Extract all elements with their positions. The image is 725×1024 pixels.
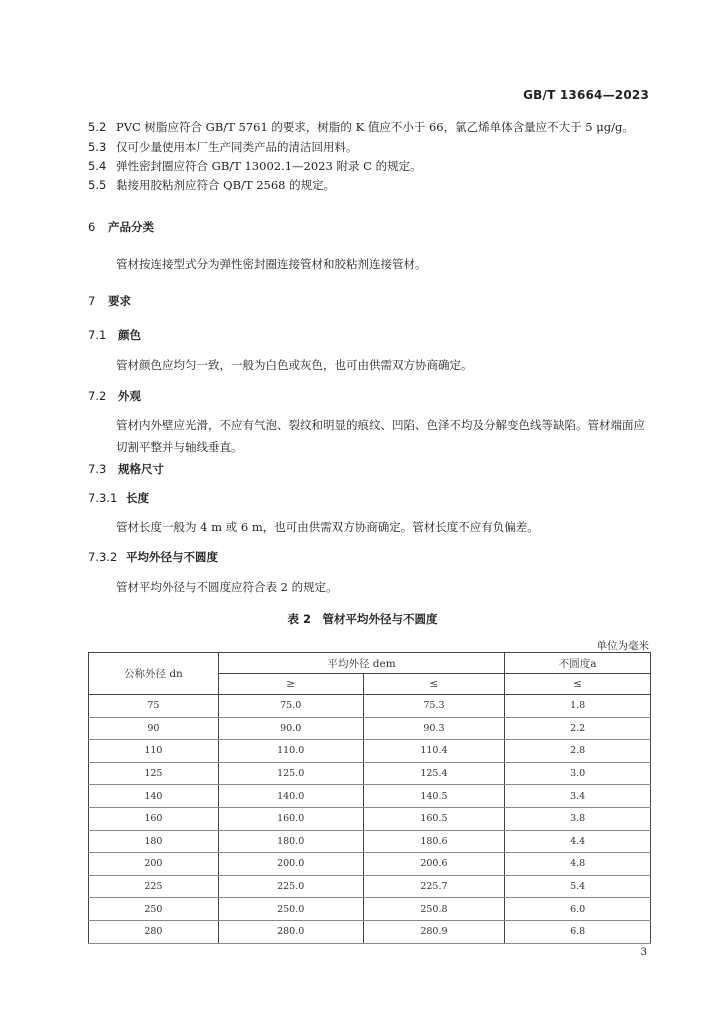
clause-number: 5.4 xyxy=(88,159,107,173)
section-7-3-2-heading xyxy=(88,549,218,565)
section-7-3-heading xyxy=(88,461,164,477)
table-cell: 4.8 xyxy=(505,853,651,876)
clause-number: 5.5 xyxy=(88,178,107,192)
table-cell: 250 xyxy=(89,898,219,921)
header-nominal-od: 公称外径 dn xyxy=(89,653,219,695)
clause-number: 5.2 xyxy=(88,120,107,134)
header-mean-od: 平均外径 dem xyxy=(218,653,505,674)
section-7-heading xyxy=(88,293,131,309)
section-number: 7.1 xyxy=(88,328,107,342)
section-number: 7.2 xyxy=(88,389,107,403)
table-cell: 2.2 xyxy=(505,717,651,740)
clause-number: 5.3 xyxy=(88,140,107,154)
table-row xyxy=(89,762,651,785)
section-number: 7 xyxy=(88,294,96,308)
table-row xyxy=(89,807,651,830)
table-cell: 280 xyxy=(89,920,219,943)
table-row xyxy=(89,785,651,808)
table-row xyxy=(89,853,651,876)
table-cell: 140 xyxy=(89,785,219,808)
clause-text: 黏接用胶粘剂应符合 QB/T 2568 的规定。 xyxy=(116,178,336,192)
clause-5-5 xyxy=(88,177,335,193)
section-7-2-text xyxy=(88,414,651,458)
table-cell: 280.9 xyxy=(363,920,505,943)
header-max: ≤ xyxy=(363,674,505,695)
table-cell: 140.5 xyxy=(363,785,505,808)
table-cell: 125.4 xyxy=(363,762,505,785)
table-row xyxy=(89,898,651,921)
table-row xyxy=(89,717,651,740)
table-cell: 110.0 xyxy=(218,740,363,763)
section-7-1-heading xyxy=(88,327,141,343)
table-row xyxy=(89,695,651,718)
table-body xyxy=(89,695,651,944)
table-cell: 110 xyxy=(89,740,219,763)
table-cell: 75.0 xyxy=(218,695,363,718)
clause-text: 仅可少量使用本厂生产同类产品的清洁回用料。 xyxy=(116,140,358,154)
table-cell: 160.0 xyxy=(218,807,363,830)
table-cell: 225.7 xyxy=(363,875,505,898)
table-row xyxy=(89,830,651,853)
table-cell: 200.6 xyxy=(363,853,505,876)
section-title: 要求 xyxy=(108,294,131,308)
table-cell: 90 xyxy=(89,717,219,740)
table-row xyxy=(89,875,651,898)
table-cell: 160 xyxy=(89,807,219,830)
section-7-3-1-text: 管材长度一般为 4 m 或 6 m，也可由供需双方协商确定。管材长度不应有负偏差。 xyxy=(116,520,539,534)
page-number: 3 xyxy=(640,946,647,958)
clause-text: 弹性密封圈应符合 GB/T 13002.1—2023 附录 C 的规定。 xyxy=(116,159,422,173)
section-6-text: 管材按连接型式分为弹性密封圈连接管材和胶粘剂连接管材。 xyxy=(116,257,427,271)
table-cell: 2.8 xyxy=(505,740,651,763)
table-cell: 75.3 xyxy=(363,695,505,718)
table-cell: 6.8 xyxy=(505,920,651,943)
table-cell: 200 xyxy=(89,853,219,876)
table-cell: 180 xyxy=(89,830,219,853)
section-7-2-heading xyxy=(88,388,141,404)
header-ovality: 不圆度a xyxy=(505,653,651,674)
table-cell: 110.4 xyxy=(363,740,505,763)
table-cell: 5.4 xyxy=(505,875,651,898)
header-ovality-max: ≤ xyxy=(505,674,651,695)
section-7-3-1-heading xyxy=(88,490,149,506)
header-min: ≥ xyxy=(218,674,363,695)
section-number: 7.3.1 xyxy=(88,491,118,505)
section-title: 颜色 xyxy=(118,328,141,342)
table-row xyxy=(89,740,651,763)
table-cell: 225 xyxy=(89,875,219,898)
table-cell: 1.8 xyxy=(505,695,651,718)
table-cell: 90.3 xyxy=(363,717,505,740)
table-cell: 3.4 xyxy=(505,785,651,808)
standard-code: GB/T 13664—2023 xyxy=(523,88,649,102)
table-cell: 160.5 xyxy=(363,807,505,830)
section-7-2-text-content: 管材内外壁应光滑，不应有气泡、裂纹和明显的痕纹、凹陷、色泽不均及分解变色线等缺陷。管材端面应切割平整并与轴线垂直。 xyxy=(116,418,645,454)
table-cell: 6.0 xyxy=(505,898,651,921)
table-row xyxy=(89,920,651,943)
clause-5-2 xyxy=(88,119,634,135)
table-cell: 180.0 xyxy=(218,830,363,853)
table-cell: 250.0 xyxy=(218,898,363,921)
section-title: 产品分类 xyxy=(108,220,154,234)
section-7-3-2-text: 管材平均外径与不圆度应符合表 2 的规定。 xyxy=(116,580,338,594)
table-unit: 单位为毫米 xyxy=(596,640,649,652)
table-cell: 250.8 xyxy=(363,898,505,921)
table-cell: 125 xyxy=(89,762,219,785)
clause-text: PVC 树脂应符合 GB/T 5761 的要求，树脂的 K 值应不小于 66，氯乙烯单体含量应不大于 5 μg/g。 xyxy=(116,120,634,134)
table-cell: 90.0 xyxy=(218,717,363,740)
section-number: 7.3 xyxy=(88,462,107,476)
table-cell: 200.0 xyxy=(218,853,363,876)
table-cell: 3.0 xyxy=(505,762,651,785)
section-title: 外观 xyxy=(118,389,141,403)
table-cell: 225.0 xyxy=(218,875,363,898)
table-cell: 180.6 xyxy=(363,830,505,853)
section-title: 长度 xyxy=(126,491,149,505)
table-cell: 3.8 xyxy=(505,807,651,830)
table-cell: 125.0 xyxy=(218,762,363,785)
table-cell: 280.0 xyxy=(218,920,363,943)
section-title: 规格尺寸 xyxy=(118,462,164,476)
clause-5-4 xyxy=(88,158,422,174)
section-6-heading xyxy=(88,219,154,235)
clause-5-3 xyxy=(88,139,358,155)
section-7-1-text: 管材颜色应均匀一致，一般为白色或灰色，也可由供需双方协商确定。 xyxy=(116,358,473,372)
table-cell: 75 xyxy=(89,695,219,718)
table-title: 表 2 管材平均外径与不圆度 xyxy=(287,612,438,626)
section-number: 6 xyxy=(88,220,96,234)
table-cell: 140.0 xyxy=(218,785,363,808)
spec-table xyxy=(88,652,651,944)
section-number: 7.3.2 xyxy=(88,550,118,564)
table-cell: 4.4 xyxy=(505,830,651,853)
section-title: 平均外径与不圆度 xyxy=(126,550,218,564)
